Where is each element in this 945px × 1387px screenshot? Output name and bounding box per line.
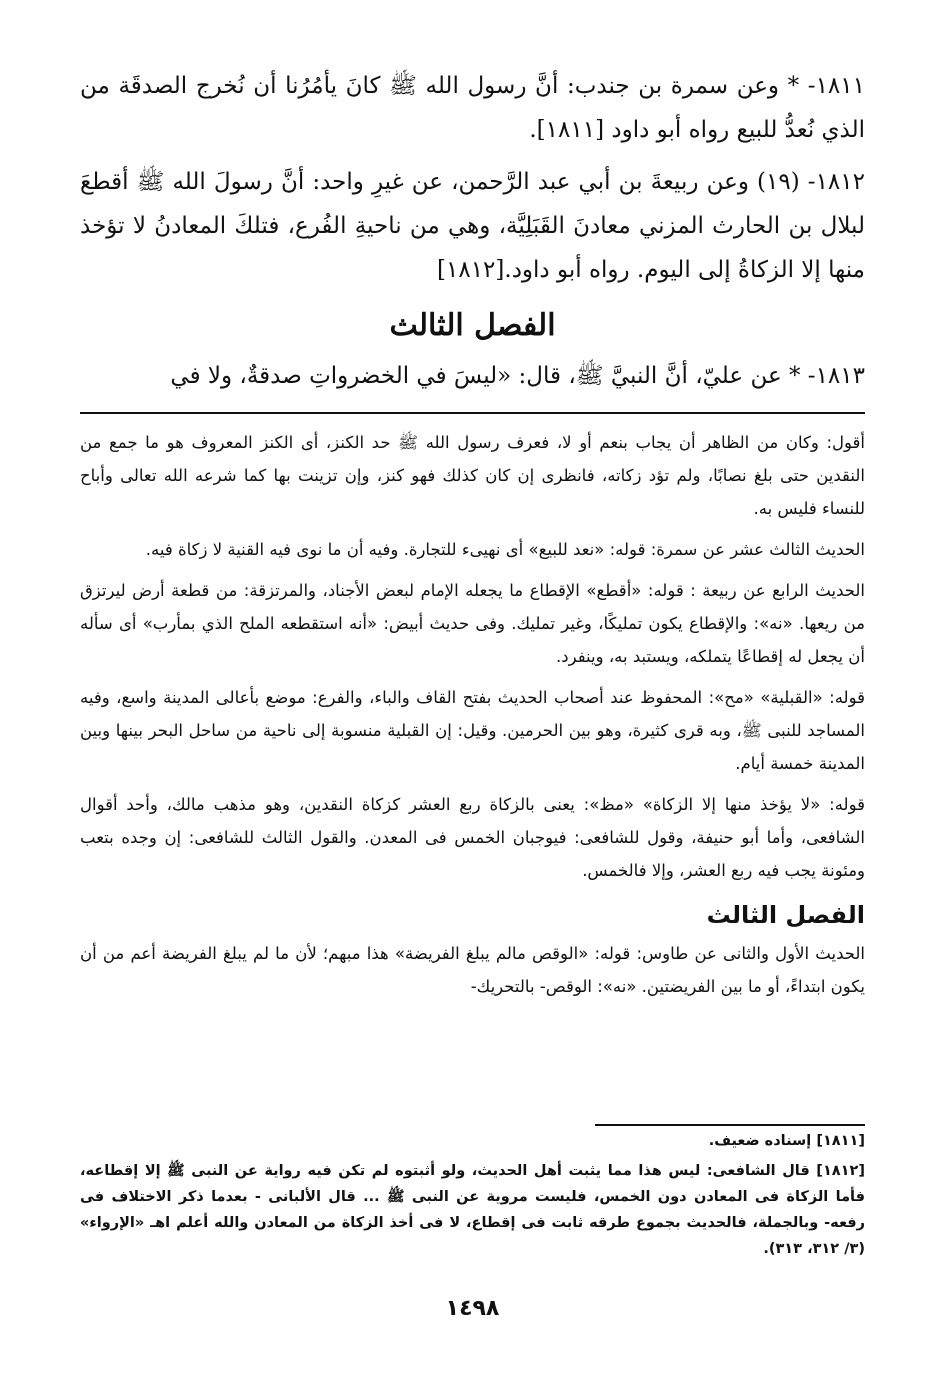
- commentary-paragraph-4: قوله: «القبلية» «مح»: المحفوظ عند أصحاب الحديث بفتح القاف والباء، والفرع: موضع بأعالى المدينة واسع، وفيه المساجد للنبى ﷺ، وبه قرى كثيرة، وهو بين الحرمين. وقيل: إن القبلية منسوبة إلى ناحية من ساحل البحر بينها وبين المدينة خمسة أيام.: [80, 688, 865, 773]
- commentary-paragraph-2: الحديث الثالث عشر عن سمرة: قوله: «نعد للبيع» أى نهيىء للتجارة. وفيه أن ما نوى فيه القنية لا زكاة فيه.: [145, 540, 865, 559]
- main-commentary-divider: [80, 412, 865, 414]
- commentary-paragraph-6: الحديث الأول والثانى عن طاوس: قوله: «الوقص مالم يبلغ الفريضة» هذا مبهم؛ لأن ما لم يبلغ الفريضة أعم من أن يكون ابتداءً، أو ما بين الفريضتين. «نه»: الوقص- بالتحريك-: [80, 944, 865, 996]
- commentary-paragraph-1: أقول: وكان من الظاهر أن يجاب بنعم أو لا، فعرف رسول الله ﷺ حد الكنز، أى الكنز المعروف هو ما جمع من النقدين حتى بلغ نصابًا، ولم تؤد زكاته، فانظرى إن كان كذلك فهو كنز، وإن تزينت بها كما شرعه الله تعالى وأباح للنساء فليس به.: [80, 433, 865, 518]
- commentary-section: [80, 426, 865, 1011]
- hadith-1812: ١٨١٢- (١٩) وعن ربيعةَ بن أبي عبد الرَّحمن، عن غيرِ واحد: أنَّ رسولَ الله ﷺ أقطعَ لبلال بن الحارث المزني معادنَ القَبَلِيَّة، وهي من ناحيةِ الفُرع، فتلكَ المعادنُ لا تؤخذ منها إلا الزكاةُ إلى اليوم. رواه أبو داود.[١٨١٢]: [80, 169, 865, 283]
- book-page: [80, 0, 865, 1387]
- section-heading-commentary: الفصل الثالث: [706, 901, 865, 929]
- commentary-paragraph-3: الحديث الرابع عن ربيعة : قوله: «أقطع» الإقطاع ما يجعله الإمام لبعض الأجناد، والمرتزقة: من قطعة أرض ليرتزق من ريعها. «نه»: والإقطاع يكون تمليكًا، وغير تمليك. وفى حديث أبيض: «أنه استقطعه الملح الذي بمأرب» أى سأله أن يجعل له إقطاعًا يتملكه، ويستبد به، وينفرد.: [80, 581, 865, 666]
- commentary-paragraph-5: قوله: «لا يؤخذ منها إلا الزكاة» «مظ»: يعنى بالزكاة ربع العشر كزكاة النقدين، وهو مذهب مالك، وأحد أقوال الشافعى، وأما أبو حنيفة، وقول للشافعى: فيوجبان الخمس فى المعدن. والقول الثالث للشافعى: إن وجده بتعب ومئونة يجب فيه ربع العشر، وإلا فالخمس.: [80, 795, 865, 880]
- footnote-1812: [١٨١٢] قال الشافعى: ليس هذا مما يثبت أهل الحديث، ولو أثبتوه لم تكن فيه رواية عن النبى ﷺ إلا إقطاعه، فأما الزكاة فى المعادن دون الخمس، فليست مروية عن النبى ﷺ ... قال الألبانى - بعدما ذكر الاختلاف فى رفعه- وبالجملة، فالحديث بجموع طرقه ثابت فى إقطاع، لا فى أخذ الزكاة من المعادن والله أعلم اهـ «الإرواء» (٣/ ٣١٢، ٣١٣).: [80, 1163, 865, 1257]
- page-number: ١٤٩٨: [445, 1296, 500, 1321]
- section-heading-main: الفصل الثالث: [389, 308, 556, 343]
- hadith-1813: ١٨١٣- * عن عليّ، أنَّ النبيَّ ﷺ، قال: «ليسَ في الخضرواتِ صدقةٌ، ولا في: [170, 363, 865, 389]
- main-text: [80, 64, 865, 398]
- hadith-1811: ١٨١١- * وعن سمرة بن جندب: أنَّ رسول الله ﷺ كانَ يأمُرُنا أن نُخرج الصدقَة من الذي نُعدُّ للبيع رواه أبو داود [١٨١١].: [80, 73, 865, 143]
- footnote-divider: [595, 1124, 865, 1126]
- footnotes-section: [80, 1128, 865, 1266]
- footnote-1811: [١٨١١] إسناده ضعيف.: [708, 1133, 865, 1149]
